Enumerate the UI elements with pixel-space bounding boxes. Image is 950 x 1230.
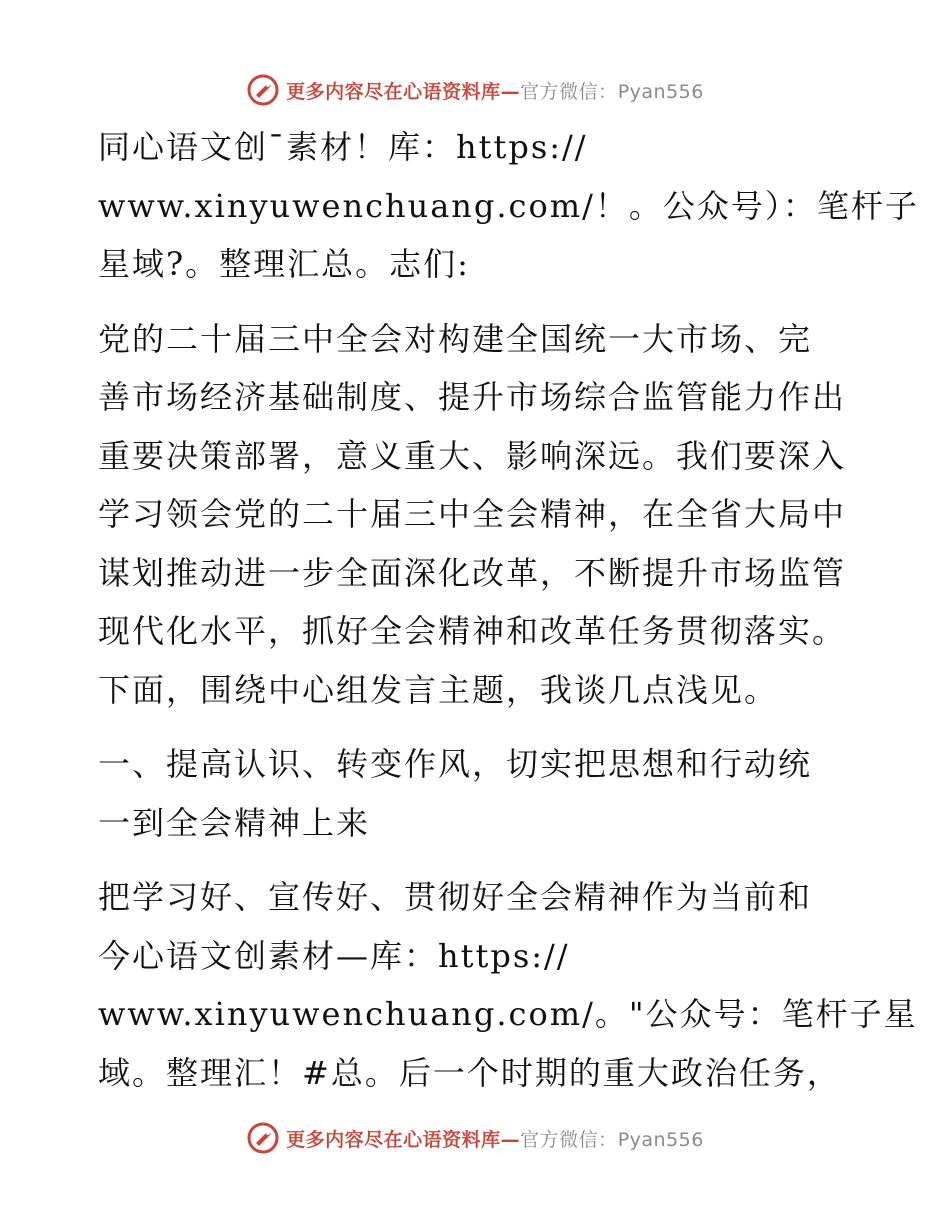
paragraph [98, 118, 919, 294]
watermark-text: 更多内容尽在心语资料库—官方微信：Pyan556 [286, 1128, 704, 1151]
section-heading [98, 735, 858, 852]
text-line: 谋划推动进一步全面深化改革，不断提升市场监管 [98, 553, 847, 592]
paragraph [98, 310, 858, 720]
logo-icon [246, 1121, 280, 1155]
text-line: 一、提高认识、转变作风，切实把思想和行动统 [98, 745, 813, 783]
watermark-text: 更多内容尽在心语资料库—官方微信：Pyan556 [286, 80, 704, 103]
paragraph [98, 868, 918, 1102]
text-line: 下面，围绕中心组发言主题，我谈几点浅见。 [98, 670, 779, 709]
text-line: 同心语文创¯素材！库：https:// [98, 128, 588, 166]
document-body [98, 118, 919, 1102]
header-watermark [0, 70, 950, 110]
text-line: 星域?。整理汇总。志们: [98, 245, 470, 283]
text-line: 学习领会党的二十届三中全会精神，在全省大局中 [98, 495, 847, 533]
logo-icon [246, 73, 280, 107]
text-line: 重要决策部署，意义重大、影响深远。我们要深入 [98, 436, 847, 475]
footer-watermark [0, 1118, 950, 1158]
text-line: www.xinyuwenchuang.com/。"公众号：笔杆子星 [98, 995, 918, 1033]
text-line: 把学习好、宣传好、贯彻好全会精神作为当前和 [98, 878, 813, 916]
text-line: 今心语文创素材—库：https:// [98, 936, 570, 975]
text-line: 域。整理汇！#总。后一个时期的重大政治任务， [98, 1053, 841, 1092]
text-line: 党的二十届三中全会对构建全国统一大市场、完 [98, 319, 813, 358]
text-line: 现代化水平，抓好全会精神和改革任务贯彻落实。 [98, 612, 847, 650]
text-line: 善市场经济基础制度、提升市场综合监管能力作出 [98, 378, 847, 416]
text-line: www.xinyuwenchuang.com/！。公众号）：笔杆子 [98, 186, 919, 225]
text-line: 一到全会精神上来 [98, 803, 371, 842]
